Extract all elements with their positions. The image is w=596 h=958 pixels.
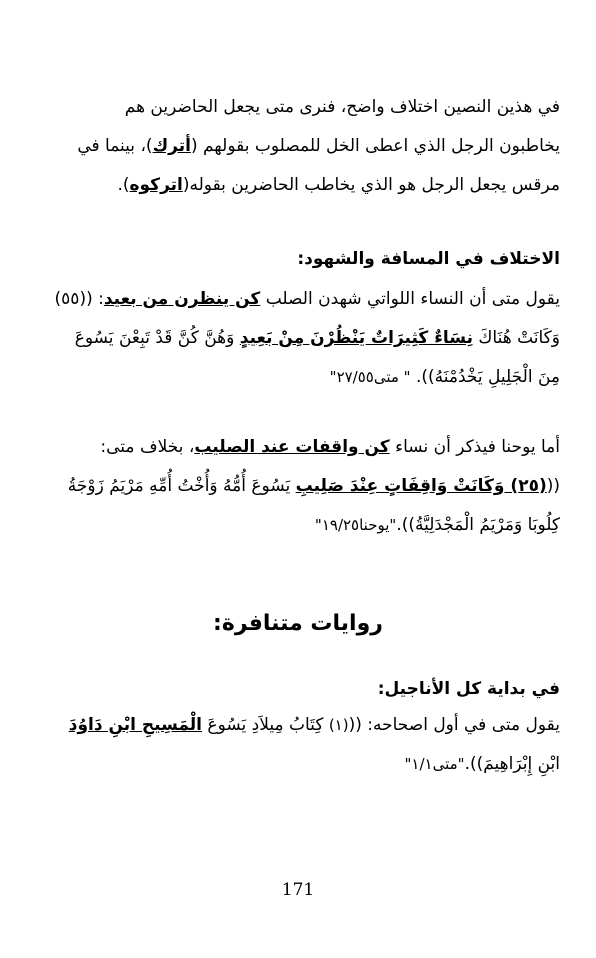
paragraph-4-line-1-mid: كِتَابُ مِيلاَدِ يَسُوعَ [202, 715, 329, 735]
paragraph-2-line-1-text: يقول متى أن النساء اللواتي شهدن الصلب [260, 289, 560, 309]
paragraph-1-line-3 [36, 166, 560, 205]
paragraph-john-at-cross [36, 428, 560, 545]
heading-beginning-of-gospels: في بداية كل الأناجيل: [377, 679, 560, 699]
paragraph-4-line-1-text: يقول متى في أول اصحاحه: (( [348, 715, 560, 735]
paragraph-1-line-3-text: مرقس يجعل الرجل هو الذي يخاطب الحاضرين بقوله( [182, 175, 560, 195]
paragraph-matthew-mark-vinegar [36, 88, 560, 205]
paragraph-4-line-1 [36, 706, 560, 745]
emphasis-standing-by-cross: كن واقفات عند الصليب [194, 437, 390, 457]
emphasis-many-women: نِسَاءٌ كَثِيرَاتٌ يَنْظُرْنَ مِنْ بَعِيدٍ [239, 328, 473, 348]
paragraph-1-line-2-tail: )، بينما في [77, 136, 153, 156]
paragraph-1-line-1: في هذين النصين اختلاف واضح، فنرى متى يجعل الحاضرين هم [124, 97, 560, 117]
paragraph-1-line-3-tail: ). [117, 175, 130, 195]
heading-distance-witnesses: الاختلاف في المسافة والشهود: [297, 249, 560, 269]
paragraph-2-line-2-tail: وَهُنَّ كُنَّ قَدْ تَبِعْنَ يَسُوعَ [74, 328, 240, 348]
paragraph-1-line-2 [36, 127, 560, 166]
paragraph-women-from-afar [36, 280, 560, 397]
paragraph-3-line-2-tail: يَسُوعَ أُمُّهُ وَأُخْتُ أُمِّهِ مَرْيَمُ زَوْجَةُ [67, 476, 296, 496]
verse-reference-john-19-25: "يوحنا١٩/٢٥" [314, 516, 397, 534]
paragraph-2-line-1 [36, 280, 560, 319]
paragraph-2-line-2-text: وَكَانَتْ هُنَاكَ [472, 328, 560, 348]
paragraph-3-line-2 [36, 467, 560, 506]
paragraph-2-line-2 [36, 319, 560, 358]
paragraph-2-line-1-tail: : ((٥٥) [54, 289, 104, 309]
paragraph-matthew-genealogy [36, 706, 560, 784]
verse-reference-matthew-27-55: " متى٢٧/٥٥" [329, 368, 411, 386]
paragraph-3-line-1 [36, 428, 560, 467]
verse-reference-matthew-1-1: "متى١/١" [404, 755, 465, 773]
paragraph-3-line-1-text: أما يوحنا فيذكر أن نساء [389, 437, 560, 457]
emphasis-christ-son-of-david: الْمَسِيحِ ابْنِ دَاوُدَ [68, 715, 203, 735]
section-title-contradictory-accounts: روايات متنافرة: [213, 611, 383, 636]
emphasis-watching-from-afar: كن ينظرن من بعيد [103, 289, 261, 309]
emphasis-leave: أترك [152, 136, 191, 156]
paragraph-3-line-1-tail: ، بخلاف متى: [100, 437, 195, 457]
paragraph-3-line-2-open: (( [546, 476, 560, 496]
paragraph-4-line-2-text: ابْنِ إِبْرَاهِيمَ)). [464, 754, 560, 774]
page-number: 171 [281, 880, 315, 900]
paragraph-1-line-2-text: يخاطبون الرجل الذي اعطى الخل للمصلوب بقولهم ( [190, 136, 560, 156]
paragraph-2-line-3 [36, 358, 560, 397]
paragraph-4-line-2 [36, 745, 560, 784]
emphasis-standing-women: (٢٥) وَكَانَتْ وَاقِفَاتٍ عِنْدَ صَلِيبِ [295, 476, 547, 496]
paragraph-3-line-3 [36, 506, 560, 545]
paragraph-3-line-3-text: كِلُوبَا وَمَرْيَمُ الْمَجْدَلِيَّةُ)). [396, 515, 560, 535]
paragraph-2-line-3-text: مِنَ الْجَلِيلِ يَخْدُمْنَهُ)). [415, 367, 560, 387]
emphasis-leave-him: اتركوه [129, 175, 183, 195]
verse-number-1: (١) [328, 716, 349, 734]
